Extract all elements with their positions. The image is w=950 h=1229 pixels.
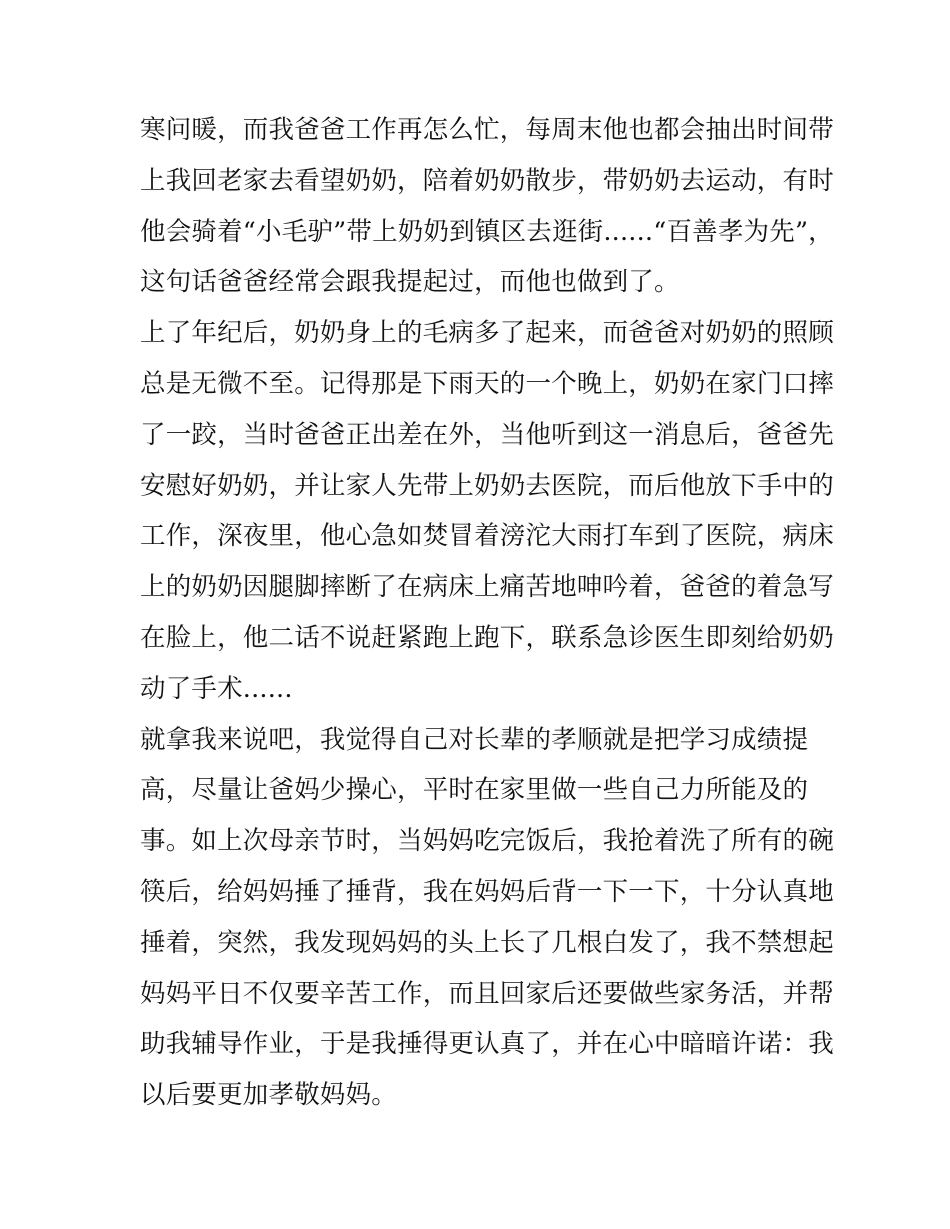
text-line: 筷后，给妈妈捶了捶背，我在妈妈后背一下一下，十分认真地 (140, 876, 834, 907)
text-line: 动了手术...... (140, 673, 293, 704)
text-line: 了一跤，当时爸爸正出差在外，当他听到这一消息后，爸爸先 (140, 419, 834, 450)
text-line: 高，尽量让爸妈少操心，平时在家里做一些自己力所能及的 (140, 775, 809, 806)
text-line: 在脸上，他二话不说赶紧跑上跑下，联系急诊医生即刻给奶奶 (140, 622, 834, 653)
text-line: 助我辅导作业，于是我捶得更认真了，并在心中暗暗许诺：我 (140, 1029, 834, 1060)
text-line: 他会骑着“小毛驴”带上奶奶到镇区去逛街......“百善孝为先”， (140, 216, 834, 247)
text-line: 总是无微不至。记得那是下雨天的一个晚上，奶奶在家门口摔 (140, 368, 834, 399)
text-line: 工作，深夜里，他心急如焚冒着滂沱大雨打车到了医院，病床 (140, 521, 834, 552)
text-line: 就拿我来说吧，我觉得自己对长辈的孝顺就是把学习成绩提 (140, 724, 809, 755)
text-line: 捶着，突然，我发现妈妈的头上长了几根白发了，我不禁想起 (140, 927, 834, 958)
text-line: 寒问暖，而我爸爸工作再怎么忙，每周末他也都会抽出时间带 (140, 115, 834, 145)
body-text (140, 105, 840, 1121)
text-line: 上我回老家去看望奶奶，陪着奶奶散步，带奶奶去运动，有时 (140, 165, 834, 196)
text-line: 这句话爸爸经常会跟我提起过，而他也做到了。 (140, 267, 680, 298)
text-line: 以后要更加孝敬妈妈。 (140, 1080, 398, 1111)
text-line: 妈妈平日不仅要辛苦工作，而且回家后还要做些家务活，并帮 (140, 978, 834, 1009)
text-line: 上了年纪后，奶奶身上的毛病多了起来，而爸爸对奶奶的照顾 (140, 318, 834, 349)
text-line: 上的奶奶因腿脚摔断了在病床上痛苦地呻吟着，爸爸的着急写 (140, 572, 834, 603)
text-line: 安慰好奶奶，并让家人先带上奶奶去医院，而后他放下手中的 (140, 470, 834, 501)
text-line: 事。如上次母亲节时，当妈妈吃完饭后，我抢着洗了所有的碗 (140, 826, 834, 857)
